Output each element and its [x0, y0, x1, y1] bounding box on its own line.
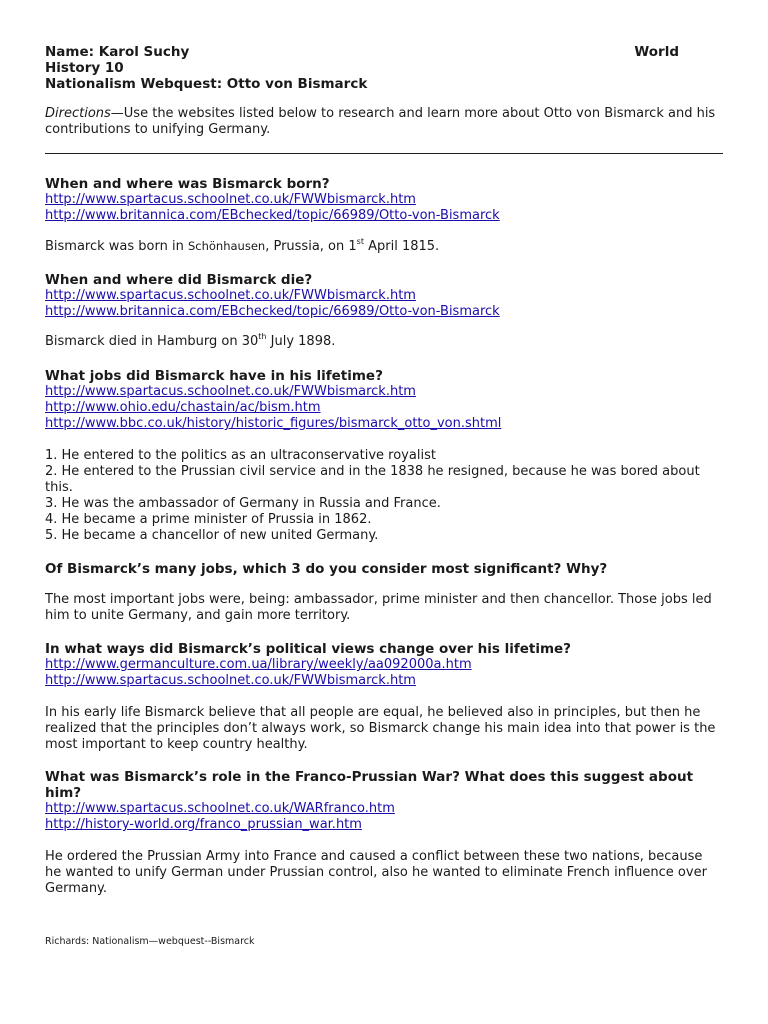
- links-war: [45, 801, 735, 833]
- answer-views: In his early life Bismarck believe that all people are equal, he believed also in principles, but then he realized that the principles don’t always work, so Bismarck change his main idea into that power is the most important to keep country healthy.: [45, 705, 716, 752]
- link[interactable]: http://www.ohio.edu/chastain/ac/bism.htm: [45, 400, 321, 415]
- links-died: [45, 288, 735, 320]
- answer-text: April 1815.: [363, 239, 440, 254]
- answer-died: [45, 331, 735, 350]
- superscript: st: [356, 236, 364, 246]
- link[interactable]: http://www.britannica.com/EBchecked/topic/66989/Otto-von-Bismarck: [45, 208, 500, 223]
- links-views: [45, 657, 735, 689]
- directions-text: —Use the websites listed below to research and learn more about Otto von Bismarck and his contributions to unifying Germany.: [45, 106, 716, 137]
- link[interactable]: http://history-world.org/franco_prussian_war.htm: [45, 817, 362, 832]
- link[interactable]: http://www.spartacus.schoolnet.co.uk/WARfranco.htm: [45, 801, 395, 816]
- list-item: 2. He entered to the Prussian civil service and in the 1838 he resigned, because he was bored about this.: [45, 464, 700, 495]
- document-title: Nationalism Webquest: Otto von Bismarck: [45, 76, 368, 92]
- list-item: 3. He was the ambassador of Germany in Russia and France.: [45, 496, 441, 511]
- answer-text: , Prussia, on 1: [265, 239, 357, 254]
- directions-label: Directions: [45, 106, 111, 121]
- links-born: [45, 192, 735, 224]
- link[interactable]: http://www.spartacus.schoolnet.co.uk/FWWbismarck.htm: [45, 384, 416, 399]
- section-views: [45, 641, 735, 753]
- answer-significant: The most important jobs were, being: ambassador, prime minister and then chancellor. Those jobs led him to unite Germany, and gain more territory.: [45, 592, 712, 623]
- section-significant: [45, 561, 735, 624]
- list-item: 4. He became a prime minister of Prussia in 1862.: [45, 512, 372, 527]
- answer-text: Bismarck was born in: [45, 239, 188, 254]
- question-war: What was Bismarck’s role in the Franco-Prussian War? What does this suggest about him?: [45, 769, 694, 801]
- jobs-list: [45, 448, 705, 544]
- header-line-1: [45, 44, 723, 60]
- link[interactable]: http://www.spartacus.schoolnet.co.uk/FWWbismarck.htm: [45, 673, 416, 688]
- directions: [45, 106, 723, 138]
- link[interactable]: http://www.bbc.co.uk/history/historic_figures/bismarck_otto_von.shtml: [45, 416, 502, 431]
- answer-war: He ordered the Prussian Army into France and caused a conflict between these two nations, because he wanted to unify German under Prussian control, also he wanted to eliminate French influence over Germany.: [45, 849, 707, 896]
- question-significant: Of Bismarck’s many jobs, which 3 do you consider most significant? Why?: [45, 561, 608, 577]
- question-born: When and where was Bismarck born?: [45, 176, 330, 192]
- link[interactable]: http://www.britannica.com/EBchecked/topic/66989/Otto-von-Bismarck: [45, 304, 500, 319]
- link[interactable]: http://www.spartacus.schoolnet.co.uk/FWWbismarck.htm: [45, 288, 416, 303]
- section-war: [45, 769, 735, 897]
- question-views: In what ways did Bismarck’s political views change over his lifetime?: [45, 641, 572, 657]
- page-footer: Richards: Nationalism—webquest--Bismarck: [45, 936, 255, 947]
- horizontal-rule: [45, 153, 723, 154]
- question-jobs: What jobs did Bismarck have in his lifetime?: [45, 368, 383, 384]
- answer-born: [45, 238, 735, 255]
- section-died: [45, 272, 735, 350]
- answer-text: July 1898.: [266, 334, 336, 349]
- answer-place: Schönhausen: [187, 239, 266, 253]
- link[interactable]: http://www.spartacus.schoolnet.co.uk/FWWbismarck.htm: [45, 192, 416, 207]
- document-header: [45, 44, 723, 161]
- answer-text: Bismarck died in Hamburg on 30: [45, 334, 259, 349]
- student-name: Name: Karol Suchy: [45, 44, 190, 60]
- list-item: 1. He entered to the politics as an ultraconservative royalist: [45, 448, 436, 463]
- section-born: [45, 176, 735, 255]
- link[interactable]: http://www.germanculture.com.ua/library/weekly/aa092000a.htm: [45, 657, 472, 672]
- section-jobs: [45, 368, 735, 544]
- superscript: th: [258, 331, 267, 341]
- list-item: 5. He became a chancellor of new united Germany.: [45, 528, 379, 543]
- course-name: World: [634, 44, 679, 60]
- course-line-2: History 10: [45, 60, 124, 76]
- question-died: When and where did Bismarck die?: [45, 272, 313, 288]
- links-jobs: [45, 384, 735, 432]
